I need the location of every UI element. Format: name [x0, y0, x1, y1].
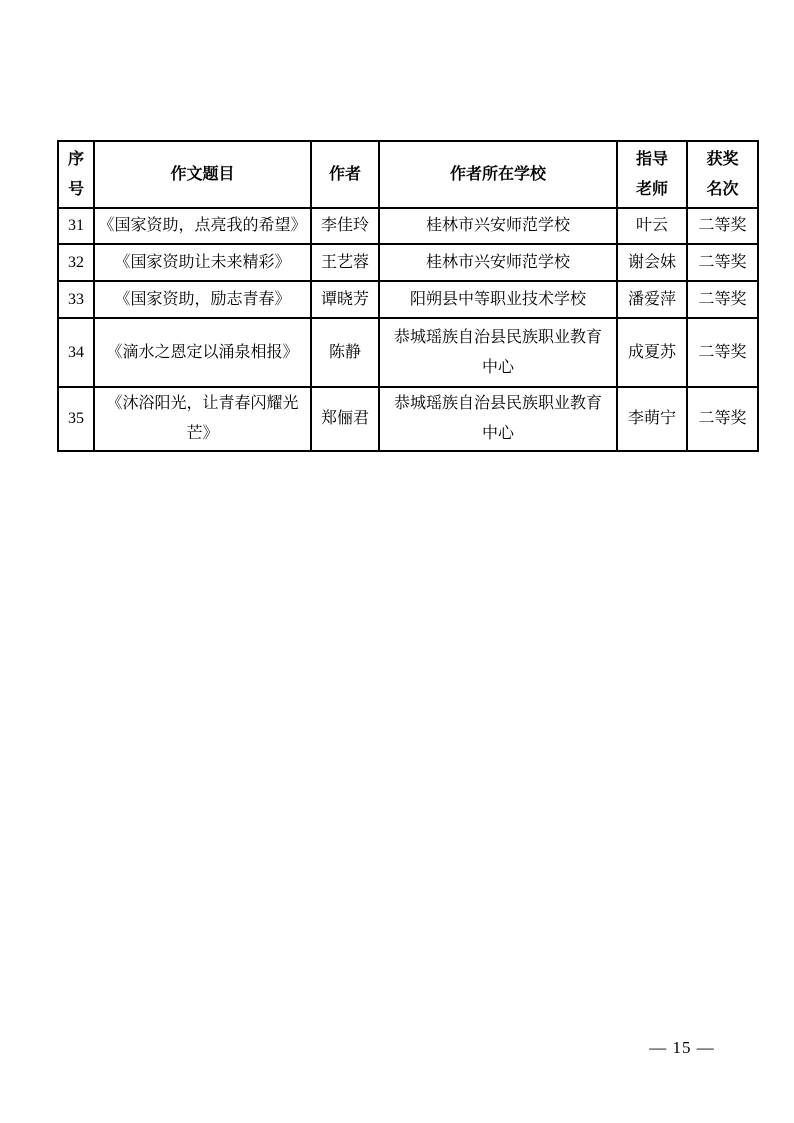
cell-school: 恭城瑶族自治县民族职业教育中心 — [379, 387, 617, 451]
cell-author: 陈静 — [311, 318, 379, 387]
header-title — [94, 141, 311, 208]
page-number: — 15 — — [649, 1038, 715, 1057]
cell-title: 《国家资助让未来精彩》 — [94, 244, 311, 281]
cell-no: 32 — [58, 244, 94, 281]
header-teacher — [617, 141, 687, 208]
cell-teacher: 李萌宁 — [617, 387, 687, 451]
cell-title: 《沐浴阳光，让青春闪耀光芒》 — [94, 387, 311, 451]
table-row — [58, 244, 758, 281]
cell-teacher: 叶云 — [617, 208, 687, 244]
header-teacher-label: 指导老师 — [635, 150, 668, 198]
cell-title: 《国家资助，点亮我的希望》 — [94, 208, 311, 244]
cell-award: 二等奖 — [687, 244, 758, 281]
table-row — [58, 208, 758, 244]
cell-school: 恭城瑶族自治县民族职业教育中心 — [379, 318, 617, 387]
table-row — [58, 387, 758, 451]
cell-award: 二等奖 — [687, 318, 758, 387]
cell-no: 35 — [58, 387, 94, 451]
table-row — [58, 318, 758, 387]
header-school — [379, 141, 617, 208]
cell-author: 郑俪君 — [311, 387, 379, 451]
cell-award: 二等奖 — [687, 208, 758, 244]
header-no-label: 序号 — [67, 150, 84, 198]
header-title-label: 作文题目 — [170, 165, 235, 183]
header-award-label: 获奖名次 — [706, 150, 739, 198]
cell-school: 阳朔县中等职业技术学校 — [379, 281, 617, 318]
cell-no: 33 — [58, 281, 94, 318]
cell-teacher: 潘爱萍 — [617, 281, 687, 318]
cell-school: 桂林市兴安师范学校 — [379, 208, 617, 244]
cell-no: 34 — [58, 318, 94, 387]
header-award — [687, 141, 758, 208]
cell-title: 《滴水之恩定以涌泉相报》 — [94, 318, 311, 387]
header-no — [58, 141, 94, 208]
cell-award: 二等奖 — [687, 387, 758, 451]
header-author-label: 作者 — [328, 165, 361, 183]
cell-no: 31 — [58, 208, 94, 244]
header-author — [311, 141, 379, 208]
table-row — [58, 281, 758, 318]
cell-award: 二等奖 — [687, 281, 758, 318]
cell-author: 谭晓芳 — [311, 281, 379, 318]
cell-teacher: 谢会妹 — [617, 244, 687, 281]
cell-author: 李佳玲 — [311, 208, 379, 244]
header-school-label: 作者所在学校 — [449, 165, 546, 183]
cell-teacher: 成夏苏 — [617, 318, 687, 387]
cell-author: 王艺蓉 — [311, 244, 379, 281]
cell-school: 桂林市兴安师范学校 — [379, 244, 617, 281]
table-header-row — [58, 141, 758, 208]
awards-table — [57, 140, 759, 452]
cell-title: 《国家资助，励志青春》 — [94, 281, 311, 318]
